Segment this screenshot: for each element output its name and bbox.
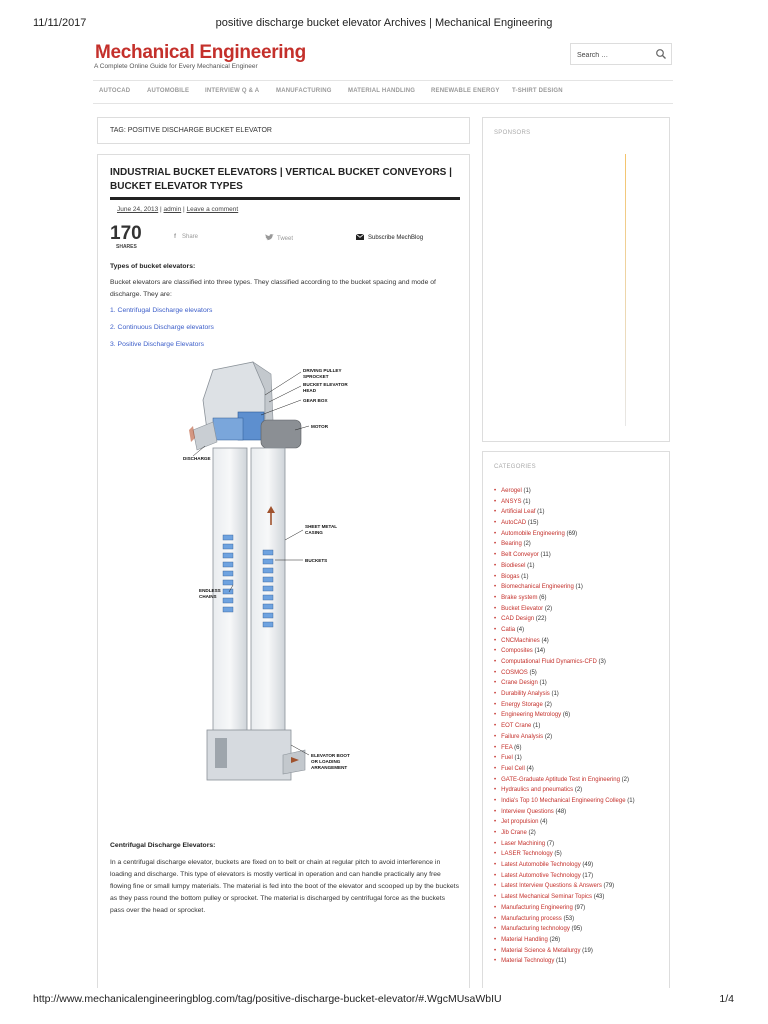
category-count: (4) — [540, 819, 548, 826]
svg-text:ARRANGEMENT: ARRANGEMENT — [311, 765, 348, 770]
twitter-share-label: Tweet — [277, 236, 294, 242]
category-item[interactable] — [494, 531, 635, 542]
nav-item-automobile[interactable]: AUTOMOBILE — [147, 88, 190, 94]
category-link[interactable]: FEA — [501, 744, 513, 751]
facebook-icon: f — [174, 234, 176, 240]
category-item[interactable] — [494, 883, 635, 894]
nav-item-interview[interactable]: INTERVIEW Q & A — [205, 88, 260, 94]
category-count: (2) — [574, 787, 583, 794]
category-count: (26) — [549, 936, 561, 943]
category-link[interactable]: CNCMachines — [501, 637, 540, 644]
category-count: (53) — [563, 915, 575, 922]
category-count: (1) — [514, 755, 522, 762]
facebook-share-button[interactable] — [174, 234, 198, 240]
link-continuous[interactable]: 2. Continuous Discharge elevators — [110, 324, 214, 331]
bucket-elevator-diagram — [183, 360, 393, 800]
category-link[interactable]: Automobile Engineering — [501, 530, 565, 537]
category-link[interactable]: Interview Questions — [501, 808, 554, 815]
category-count: (1) — [527, 562, 535, 569]
category-link[interactable]: Catia — [501, 626, 516, 633]
tag-label: TAG: POSITIVE DISCHARGE BUCKET ELEVATOR — [110, 127, 272, 134]
category-count: (6) — [539, 594, 547, 601]
category-item[interactable] — [494, 627, 635, 638]
category-link[interactable]: AutoCAD — [501, 520, 527, 527]
category-item[interactable] — [494, 595, 635, 606]
label-gear-box: GEAR BOX — [303, 398, 328, 403]
category-count: (4) — [516, 626, 525, 633]
label-buckets: BUCKETS — [305, 558, 328, 563]
category-link[interactable]: Energy Storage — [501, 701, 543, 708]
nav-item-tshirt-design[interactable]: T-SHIRT DESIGN — [512, 88, 563, 94]
category-link[interactable]: Manufacturing process — [501, 915, 562, 922]
category-count: (1) — [575, 584, 583, 591]
subscribe-button[interactable] — [356, 234, 423, 241]
category-item[interactable] — [494, 916, 635, 927]
search-icon[interactable] — [655, 48, 667, 60]
centrifugal-paragraph: In a centrifugal discharge elevator, buckets are fixed on to belt or chain at regular pitch to avoid interference in loading and discharge. This type of elevators is mostly vertical in operation and can handle practically any free flowing fine or small lumpy materials. The material is fed into the boot of the elevator and scooped up by the buckets as they pass round the bottom pulley or sprocket. The material is discharged by centrifugal force as the buckets pass over the head or sprocket. — [110, 859, 459, 914]
category-item[interactable] — [494, 755, 635, 766]
category-link[interactable]: Latest Mechanical Seminar Topics — [501, 894, 593, 901]
category-item[interactable] — [494, 745, 635, 756]
category-count: (2) — [544, 701, 552, 708]
sponsors-widget — [482, 117, 670, 442]
category-count: (4) — [541, 637, 549, 644]
category-count: (22) — [535, 616, 547, 623]
category-link[interactable]: Durability Analysis — [501, 691, 550, 698]
category-count: (69) — [566, 530, 578, 537]
category-item[interactable] — [494, 488, 635, 499]
print-date: 11/11/2017 — [33, 17, 87, 29]
category-item[interactable] — [494, 777, 635, 788]
shares-count: 170 — [110, 223, 142, 244]
category-item[interactable] — [494, 734, 635, 745]
nav-item-manufacturing[interactable]: MANUFACTURING — [276, 88, 332, 94]
category-item[interactable] — [494, 552, 635, 563]
category-item[interactable] — [494, 509, 635, 520]
category-count: (5) — [529, 669, 537, 676]
meta-separator: | — [183, 206, 187, 213]
category-item[interactable] — [494, 606, 635, 617]
category-count: (95) — [571, 926, 583, 933]
category-count: (48) — [555, 808, 567, 815]
category-count: (2) — [544, 605, 553, 612]
site-title[interactable]: Mechanical Engineering — [95, 42, 306, 63]
category-count: (43) — [593, 894, 605, 901]
category-count: (79) — [603, 883, 615, 890]
label-discharge: DISCHARGE — [183, 456, 211, 461]
category-item[interactable] — [494, 499, 635, 510]
category-link[interactable]: Brake system — [501, 594, 538, 601]
category-link[interactable]: Manufacturing technology — [501, 926, 570, 933]
category-link[interactable]: Latest Automobile Technology — [501, 862, 581, 869]
label-head: BUCKET ELEVATOR — [303, 382, 348, 387]
print-title: positive discharge bucket elevator Archives | Mechanical Engineering — [215, 17, 553, 29]
category-item[interactable] — [494, 712, 635, 723]
category-count: (1) — [523, 498, 531, 505]
category-item[interactable] — [494, 841, 635, 852]
svg-text:SPROCKET: SPROCKET — [303, 374, 329, 379]
category-item[interactable] — [494, 584, 635, 595]
label-chains: ENDLESS — [199, 588, 221, 593]
category-item[interactable] — [494, 894, 635, 905]
category-item[interactable] — [494, 659, 635, 670]
search-box — [570, 43, 672, 65]
discharge-chute — [193, 422, 217, 450]
label-driving-pulley: DRIVING PULLEY — [303, 368, 342, 373]
post-date-link[interactable]: June 24, 2013 — [117, 206, 159, 213]
category-link[interactable]: Manufacturing Engineering — [501, 904, 573, 911]
category-item[interactable] — [494, 680, 635, 691]
leave-comment-link[interactable]: Leave a comment — [186, 206, 239, 213]
category-item[interactable] — [494, 809, 635, 820]
category-link[interactable]: Jet propulsion — [501, 819, 539, 826]
twitter-icon — [265, 234, 274, 241]
category-count: (19) — [582, 947, 593, 954]
category-link[interactable]: ANSYS — [501, 498, 522, 505]
category-count: (49) — [582, 862, 594, 869]
categories-heading: CATEGORIES — [494, 464, 536, 470]
category-link[interactable]: Material Technology — [501, 958, 555, 965]
category-link[interactable]: Artificial Leaf — [501, 509, 536, 516]
category-count: (1) — [533, 723, 541, 730]
category-count: (1) — [539, 680, 547, 687]
category-item[interactable] — [494, 873, 635, 884]
category-item[interactable] — [494, 905, 635, 916]
twitter-share-button[interactable] — [265, 234, 293, 242]
envelope-icon — [356, 234, 364, 240]
article — [97, 154, 470, 988]
sponsor-ad-line — [625, 154, 626, 426]
svg-text:CHAINS: CHAINS — [199, 594, 217, 599]
category-link[interactable]: EOT Crane — [501, 723, 532, 730]
category-count: (3) — [598, 659, 606, 665]
category-link[interactable]: Biomechanical Engineering — [501, 584, 574, 591]
category-count: (1) — [537, 509, 545, 516]
category-link[interactable]: LASER Technology — [501, 851, 553, 858]
category-count: (4) — [526, 765, 534, 772]
category-count: (1) — [521, 573, 529, 580]
label-boot: ELEVATOR BOOT — [311, 753, 350, 758]
category-item[interactable] — [494, 862, 635, 873]
category-link[interactable]: Crane Design — [501, 680, 538, 687]
subscribe-label: Subscribe MechBlog — [368, 235, 424, 241]
print-header — [0, 0, 768, 40]
link-positive[interactable]: 3. Positive Discharge Elevators — [110, 341, 205, 348]
category-item[interactable] — [494, 958, 635, 969]
search-input[interactable] — [575, 46, 657, 66]
category-link[interactable]: Hydraulics and pneumatics — [501, 787, 574, 794]
nav-item-autocad[interactable]: AUTOCAD — [99, 88, 131, 94]
category-item[interactable] — [494, 574, 635, 585]
tag-header — [97, 117, 470, 144]
category-link[interactable]: GATE-Graduate Aptitude Test in Engineering — [501, 776, 620, 783]
category-item[interactable] — [494, 851, 635, 862]
category-link[interactable]: Material Handling — [501, 936, 548, 943]
category-link[interactable]: CAD Design — [501, 616, 535, 623]
category-count: (5) — [554, 851, 562, 858]
category-link[interactable]: Material Science & Metallurgy — [501, 947, 581, 954]
category-link[interactable]: Laser Machining — [501, 840, 546, 847]
svg-text:HEAD: HEAD — [303, 388, 317, 393]
category-item[interactable] — [494, 702, 635, 713]
category-link[interactable]: India's Top 10 Mechanical Engineering College — [501, 797, 626, 804]
category-item[interactable] — [494, 787, 635, 798]
category-item[interactable] — [494, 723, 635, 734]
category-item[interactable] — [494, 937, 635, 948]
category-count: (97) — [574, 904, 586, 911]
print-footer — [0, 988, 768, 1018]
print-url: http://www.mechanicalengineeringblog.com/tag/positive-discharge-bucket-elevator/#.WgcMUsaWbIU — [33, 993, 502, 1005]
category-link[interactable]: Latest Automotive Technology — [501, 872, 581, 879]
print-page-number: 1/4 — [719, 993, 734, 1005]
post-author-link[interactable]: admin — [163, 206, 182, 213]
category-count: (1) — [551, 691, 559, 698]
category-count: (15) — [527, 520, 539, 527]
label-casing: SHEET METAL — [305, 524, 338, 529]
category-count: (2) — [544, 733, 553, 740]
category-link[interactable]: Bucket Elevator — [501, 605, 544, 612]
facebook-share-label: Share — [182, 234, 199, 240]
post-meta — [117, 206, 238, 213]
category-count: (14) — [534, 648, 546, 655]
category-link[interactable]: Failure Analysis — [501, 733, 544, 740]
svg-text:CASING: CASING — [305, 530, 323, 535]
categories-widget — [482, 451, 670, 988]
motor — [261, 420, 301, 448]
category-count: (2) — [621, 776, 629, 783]
category-link[interactable]: Biodiesel — [501, 562, 526, 569]
category-item[interactable] — [494, 520, 635, 531]
types-heading: Types of bucket elevators: — [110, 263, 196, 270]
categories-list — [494, 488, 635, 969]
category-link[interactable]: Belt Conveyor — [501, 552, 539, 559]
sponsors-heading: SPONSORS — [494, 130, 531, 136]
category-item[interactable] — [494, 638, 635, 649]
category-item[interactable] — [494, 648, 635, 659]
category-item[interactable] — [494, 926, 635, 937]
article-title[interactable]: INDUSTRIAL BUCKET ELEVATORS | VERTICAL BUCKET CONVEYORS | BUCKET ELEVATOR TYPES — [110, 167, 452, 192]
shares-label: SHARES — [116, 244, 137, 250]
label-motor: MOTOR — [311, 424, 329, 429]
category-count: (2) — [528, 830, 536, 836]
category-link[interactable]: Fuel Cell — [501, 765, 525, 772]
category-count: (6) — [514, 744, 522, 751]
category-item[interactable] — [494, 830, 635, 841]
category-count: (1) — [627, 797, 635, 804]
category-link[interactable]: Fuel — [501, 755, 513, 762]
category-count: (11) — [540, 552, 551, 559]
nav-item-renewable-energy[interactable]: RENEWABLE ENERGY — [431, 88, 500, 94]
category-count: (1) — [523, 488, 531, 494]
category-item[interactable] — [494, 819, 635, 830]
category-count: (2) — [523, 541, 531, 548]
category-item[interactable] — [494, 670, 635, 681]
category-item[interactable] — [494, 616, 635, 627]
nav-item-material-handling[interactable]: MATERIAL HANDLING — [348, 88, 416, 94]
category-count: (7) — [546, 840, 555, 847]
category-link[interactable]: Computational Fluid Dynamics-CFD — [501, 659, 597, 665]
category-item[interactable] — [494, 691, 635, 702]
category-link[interactable]: Jib Crane — [501, 830, 527, 836]
intro-paragraph: Bucket elevators are classified into three types. They classified according to the bucket spacing and mode of discharge. They are: — [110, 279, 436, 298]
category-link[interactable]: Biogas — [501, 573, 520, 580]
category-item[interactable] — [494, 563, 635, 574]
site-tagline: A Complete Online Guide for Every Mechanical Engineer — [94, 63, 258, 70]
category-link[interactable]: COSMOS — [501, 669, 528, 676]
category-count: (6) — [562, 712, 571, 719]
main-nav — [93, 80, 673, 104]
category-link[interactable]: Composites — [501, 648, 533, 655]
category-link[interactable]: Engineering Metrology — [501, 712, 562, 719]
category-link[interactable]: Latest Interview Questions & Answers — [501, 883, 602, 890]
category-link[interactable]: Aerogel — [501, 488, 522, 494]
category-count: (17) — [582, 872, 594, 879]
category-item[interactable] — [494, 766, 635, 777]
category-count: (11) — [556, 958, 567, 965]
category-item[interactable] — [494, 541, 635, 552]
link-centrifugal[interactable]: 1. Centrifugal Discharge elevators — [110, 307, 213, 314]
title-divider — [110, 197, 460, 200]
centrifugal-heading: Centrifugal Discharge Elevators: — [110, 842, 216, 849]
svg-text:OR LOADING: OR LOADING — [311, 759, 341, 764]
meta-separator: | — [160, 206, 164, 213]
category-item[interactable] — [494, 948, 635, 959]
category-item[interactable] — [494, 798, 635, 809]
category-link[interactable]: Bearing — [501, 541, 522, 548]
